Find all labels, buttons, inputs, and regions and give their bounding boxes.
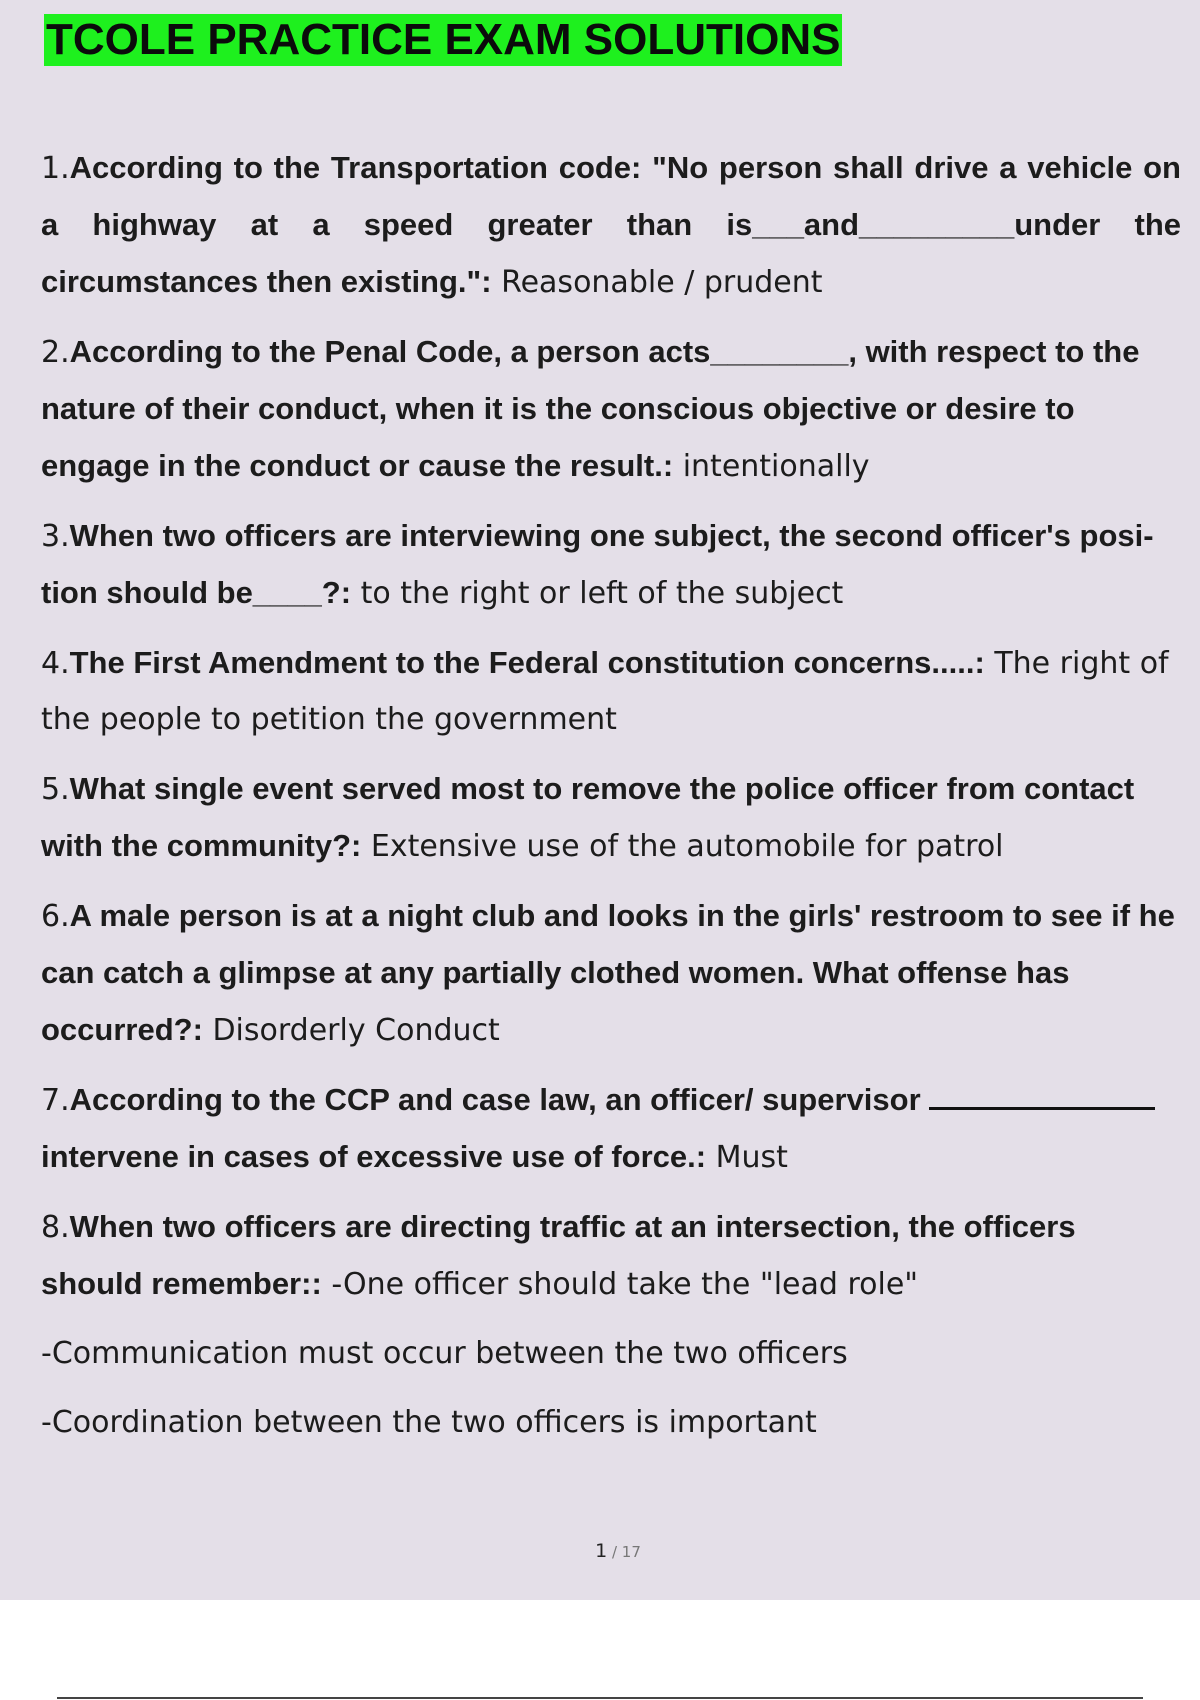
question-item-6 xyxy=(41,888,1181,1059)
answer-text: to the right or left of the subject xyxy=(351,576,844,611)
question-text: A male person is at a night club and looks in the girls' restroom to see if he can catch a glimpse at any partially clothed women. What offense has occurred?: xyxy=(41,898,1175,1047)
question-item-4 xyxy=(41,635,1181,748)
answer-text: Must xyxy=(706,1140,788,1175)
answer-text: Disorderly Conduct xyxy=(202,1013,500,1048)
answer-text: -One officer should take the "lead role" xyxy=(321,1267,919,1302)
question-number: 4. xyxy=(41,646,70,681)
next-page-divider xyxy=(57,1697,1143,1699)
question-item-1 xyxy=(41,140,1181,311)
page-number xyxy=(0,1540,1200,1562)
answer-text: Reasonable / prudent xyxy=(491,265,823,300)
question-number: 5. xyxy=(41,772,70,807)
question-list xyxy=(41,140,1181,1464)
question-text: What single event served most to remove the police officer from contact with the community?: xyxy=(41,771,1135,863)
page-number-total: / 17 xyxy=(607,1543,641,1561)
question-text: According to the Transportation code: "No person shall drive a vehicle on a highway at a speed greater than is___and_________under the circumstances then existing.": xyxy=(41,150,1181,299)
answer-blank-line xyxy=(929,1106,1155,1110)
question-item-8 xyxy=(41,1199,1181,1313)
question-number: 6. xyxy=(41,899,70,934)
page-number-current: 1 xyxy=(595,1540,608,1562)
question-item-2 xyxy=(41,324,1181,495)
title-wrap xyxy=(44,14,842,66)
question-number: 7. xyxy=(41,1083,70,1118)
answer-continuation-line: -Coordination between the two officers is important xyxy=(41,1405,817,1440)
question-item-3 xyxy=(41,508,1181,622)
question-number: 2. xyxy=(41,335,70,370)
question-number: 8. xyxy=(41,1210,70,1245)
answer-text: Extensive use of the automobile for patrol xyxy=(361,829,1004,864)
question-item-5 xyxy=(41,761,1181,875)
question-text: When two officers are directing traffic at an intersection, the officers should remember:: xyxy=(41,1209,1076,1301)
question-text: When two officers are interviewing one subject, the second officer's posi- tion should be____?: xyxy=(41,518,1154,610)
question-item-7 xyxy=(41,1072,1181,1186)
document-title: TCOLE PRACTICE EXAM SOLUTIONS xyxy=(46,15,841,64)
question-number: 1. xyxy=(41,151,70,186)
answer-text: The right of the people to petition the government xyxy=(41,646,1169,737)
question-text: According to the Penal Code, a person acts________, with respect to the nature of their conduct, when it is the conscious objective or desire to engage in the conduct or cause the result.: xyxy=(41,334,1140,483)
answer-continuation-line: -Communication must occur between the two officers xyxy=(41,1336,848,1371)
question-text-part1: According to the CCP and case law, an officer/ supervisor xyxy=(69,1082,930,1117)
question-number: 3. xyxy=(41,519,70,554)
answer-text: intentionally xyxy=(673,449,870,484)
question-text-part2: intervene in cases of excessive use of force.: xyxy=(41,1139,707,1174)
question-text: The First Amendment to the Federal constitution concerns.....: xyxy=(69,645,985,680)
